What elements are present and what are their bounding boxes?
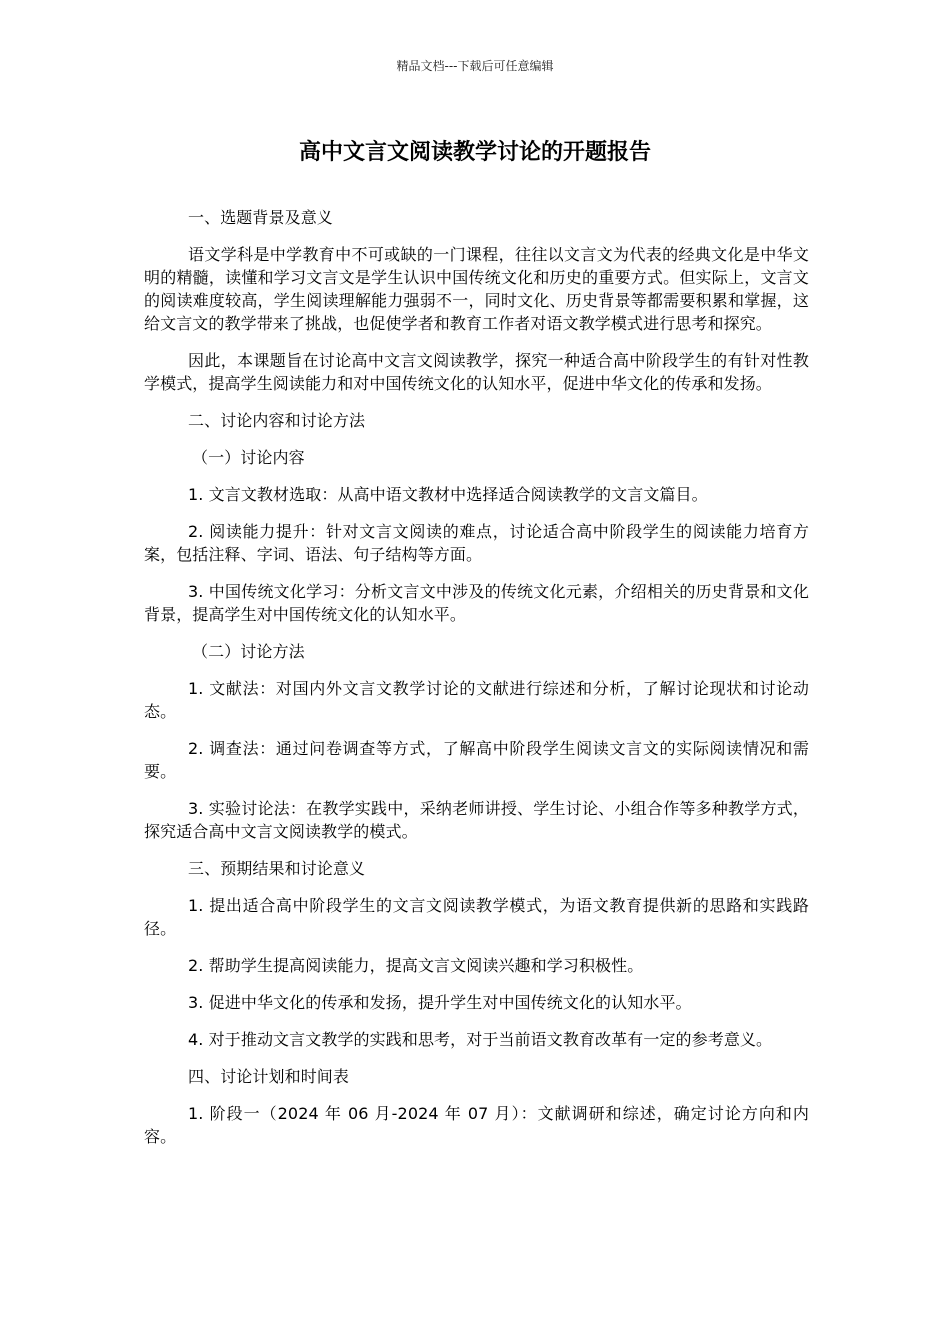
document-title: 高中文言文阅读教学讨论的开题报告 [298,140,651,165]
section-heading-schedule: 四、讨论计划和时间表 [188,1067,350,1086]
document-body [144,206,809,1162]
list-item: 2. 阅读能力提升：针对文言文阅读的难点，讨论适合高中阶段学生的阅读能力培育方案，包括注释、字词、语法、句子结构等方面。 [144,522,809,564]
page-header: 精品文档---下载后可任意编辑 [396,59,554,73]
list-item: 3. 促进中华文化的传承和发扬，提升学生对中国传统文化的认知水平。 [188,993,692,1012]
subsection-heading-content: （一）讨论内容 [192,448,305,467]
paragraph-purpose: 因此，本课题旨在讨论高中文言文阅读教学，探究一种适合高中阶段学生的有针对性教学模式，提高学生阅读能力和对中国传统文化的认知水平，促进中华文化的传承和发扬。 [144,351,809,393]
section-heading-content-methods: 二、讨论内容和讨论方法 [188,411,366,430]
list-item: 2. 调查法：通过问卷调查等方式，了解高中阶段学生阅读文言文的实际阅读情况和需要。 [144,739,809,781]
list-item: 2. 帮助学生提高阅读能力，提高文言文阅读兴趣和学习积极性。 [188,956,644,975]
list-item: 1. 文献法：对国内外文言文教学讨论的文献进行综述和分析，了解讨论现状和讨论动态。 [144,679,809,721]
list-item: 1. 阶段一（2024 年 06 月-2024 年 07 月）：文献调研和综述，确定讨论方向和内容。 [144,1104,809,1146]
subsection-heading-methods: （二）讨论方法 [192,642,305,661]
section-heading-background: 一、选题背景及意义 [188,208,333,227]
list-item: 1. 文言文教材选取：从高中语文教材中选择适合阅读教学的文言文篇目。 [188,485,708,504]
list-item: 4. 对于推动文言文教学的实践和思考，对于当前语文教育改革有一定的参考意义。 [188,1030,773,1049]
list-item: 1. 提出适合高中阶段学生的文言文阅读教学模式，为语文教育提供新的思路和实践路径。 [144,896,809,938]
list-item: 3. 中国传统文化学习：分析文言文中涉及的传统文化元素，介绍相关的历史背景和文化背景，提高学生对中国传统文化的认知水平。 [144,582,809,624]
paragraph-background: 语文学科是中学教育中不可或缺的一门课程，往往以文言文为代表的经典文化是中华文明的精髓，读懂和学习文言文是学生认识中国传统文化和历史的重要方式。但实际上，文言文的阅读难度较高，学生阅读理解能力强弱不一，同时文化、历史背景等都需要积累和掌握，这给文言文的教学带来了挑战，也促使学者和教育工作者对语文教学模式进行思考和探究。 [144,245,809,333]
section-heading-expected-results: 三、预期结果和讨论意义 [188,859,366,878]
list-item: 3. 实验讨论法：在教学实践中，采纳老师讲授、学生讨论、小组合作等多种教学方式，探究适合高中文言文阅读教学的模式。 [144,799,809,841]
